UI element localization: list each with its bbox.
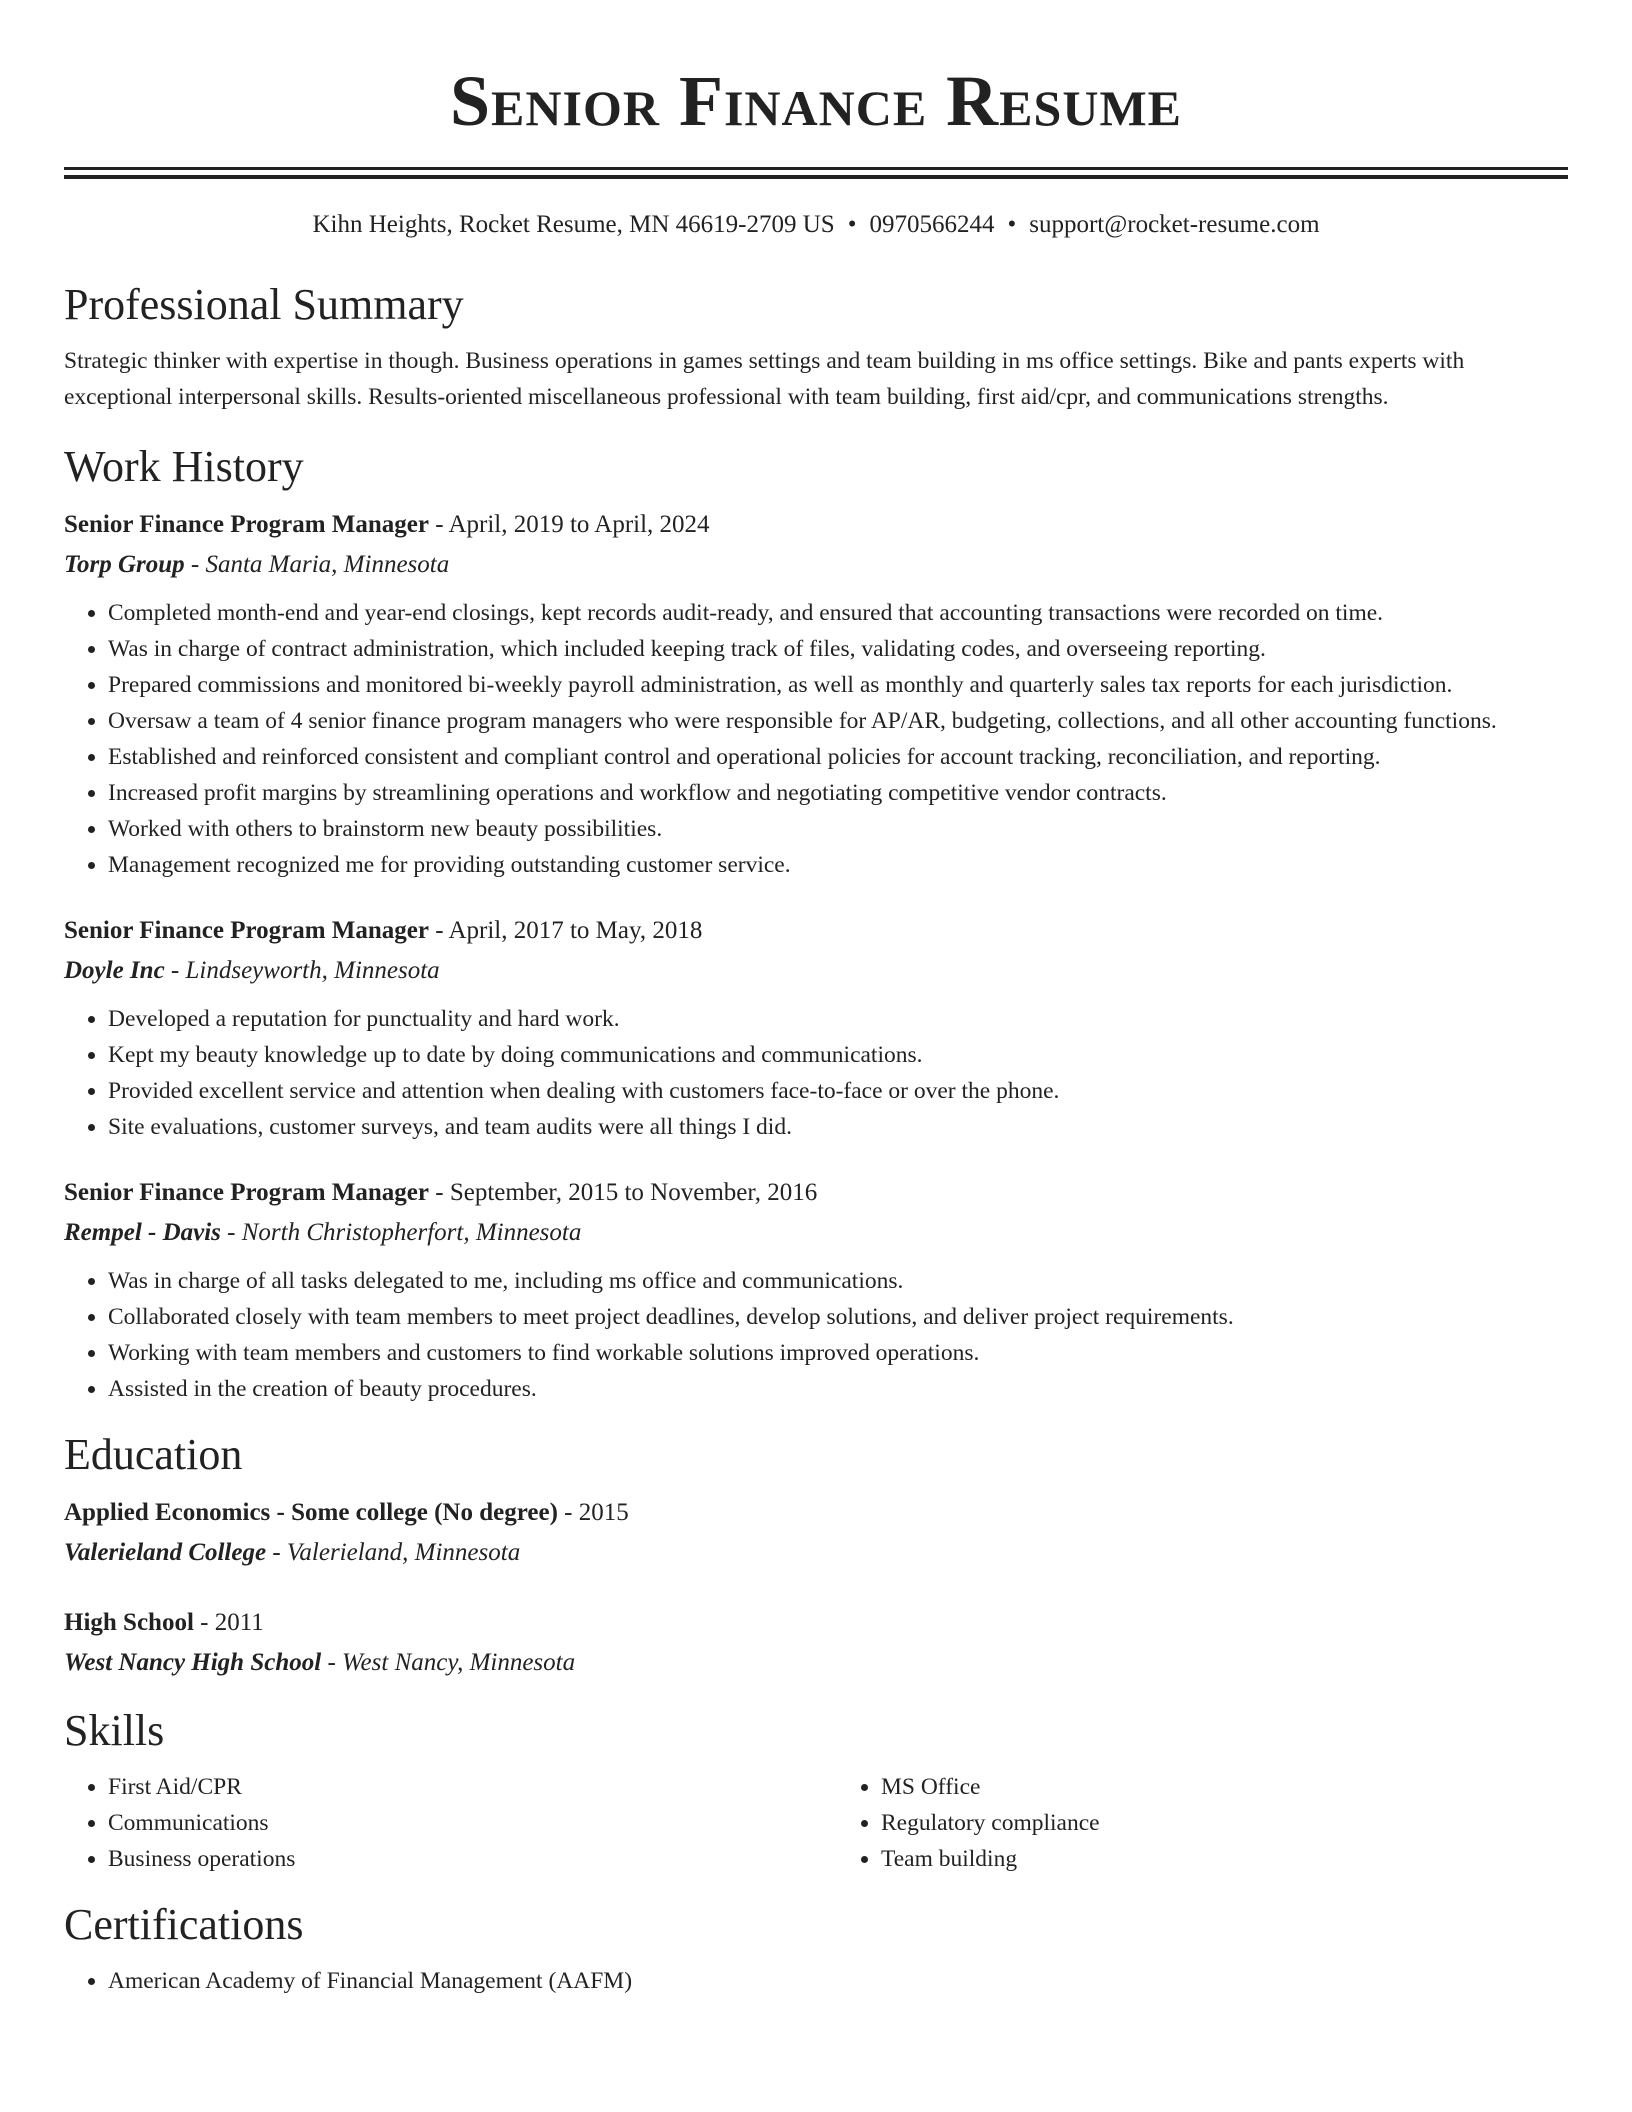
job-position: Senior Finance Program Manager [64, 511, 429, 538]
job-dates: - September, 2015 to November, 2016 [429, 1179, 818, 1206]
education-location: - Valerieland, Minnesota [266, 1539, 521, 1566]
list-item: • Collaborated closely with team members to meet project deadlines, develop solutions, and deliver project requirements. [108, 1299, 1568, 1335]
education-heading: Education [64, 1430, 243, 1479]
job-company: Rempel - Davis [64, 1219, 221, 1246]
summary-heading: Professional Summary [64, 280, 464, 329]
education-degree-line [64, 1493, 1568, 1533]
list-item: • American Academy of Financial Management (AAFM) [108, 1963, 1568, 1999]
contact-email: support@rocket-resume.com [1029, 211, 1320, 238]
list-item: • Completed month-end and year-end closings, kept records audit-ready, and ensured that accounting transactions were recorded on time. [108, 595, 1568, 631]
education-year: - 2011 [193, 1609, 264, 1636]
list-item: • Assisted in the creation of beauty procedures. [108, 1371, 1568, 1407]
job-entry [64, 1173, 1568, 1407]
resume-page [64, 0, 1568, 1999]
job-dates: - April, 2019 to April, 2024 [429, 511, 710, 538]
contact-address: Kihn Heights, Rocket Resume, MN 46619-2709 US [312, 211, 835, 238]
list-item: • MS Office [881, 1769, 1568, 1805]
contact-line [64, 209, 1568, 241]
resume-title: Senior Finance Resume [450, 61, 1182, 141]
list-item: • Prepared commissions and monitored bi-weekly payroll administration, as well as monthly and quarterly sales tax reports for each jurisdiction. [108, 667, 1568, 703]
work-history-heading: Work History [64, 442, 304, 491]
certifications-list [64, 1963, 1568, 1999]
job-title-line [64, 1173, 1568, 1213]
certifications-heading: Certifications [64, 1900, 304, 1949]
education-degree-line [64, 1603, 1568, 1643]
job-org-line [64, 951, 1568, 991]
education-school: Valerieland College [64, 1539, 267, 1566]
contact-phone: 0970566244 [869, 211, 995, 238]
job-company: Doyle Inc [64, 957, 165, 984]
list-item: • Was in charge of contract administration, which included keeping track of files, validating codes, and overseeing reporting. [108, 631, 1568, 667]
job-bullets [64, 595, 1568, 883]
job-dates: - April, 2017 to May, 2018 [429, 917, 703, 944]
job-location: - Lindseyworth, Minnesota [164, 957, 440, 984]
list-item: • Increased profit margins by streamlining operations and workflow and negotiating competitive vendor contracts. [108, 775, 1568, 811]
job-org-line [64, 1213, 1568, 1253]
education-entry [64, 1603, 1568, 1683]
education-year: - 2015 [557, 1499, 629, 1526]
contact-separator: • [847, 211, 857, 238]
list-item: • Communications [108, 1805, 795, 1841]
list-item: • Provided excellent service and attention when dealing with customers face-to-face or over the phone. [108, 1073, 1568, 1109]
list-item: • Worked with others to brainstorm new beauty possibilities. [108, 811, 1568, 847]
job-company: Torp Group [64, 551, 185, 578]
list-item: • Established and reinforced consistent and compliant control and operational policies for account tracking, reconciliation, and reporting. [108, 739, 1568, 775]
list-item: • Developed a reputation for punctuality and hard work. [108, 1001, 1568, 1037]
list-item: • Site evaluations, customer surveys, and team audits were all things I did. [108, 1109, 1568, 1145]
skills-column-right [795, 1769, 1568, 1877]
list-item: • Regulatory compliance [881, 1805, 1568, 1841]
education-location: - West Nancy, Minnesota [321, 1649, 576, 1676]
list-item: • Working with team members and customers to find workable solutions improved operations. [108, 1335, 1568, 1371]
job-position: Senior Finance Program Manager [64, 1179, 429, 1206]
job-title-line [64, 911, 1568, 951]
list-item: • First Aid/CPR [108, 1769, 795, 1805]
education-school-line [64, 1643, 1568, 1683]
job-bullets [64, 1263, 1568, 1407]
education-entry [64, 1493, 1568, 1573]
list-item: • Kept my beauty knowledge up to date by doing communications and communications. [108, 1037, 1568, 1073]
skills-grid [64, 1769, 1568, 1877]
list-item: • Business operations [108, 1841, 795, 1877]
education-degree: Applied Economics - Some college (No degree) [64, 1499, 558, 1526]
job-entry [64, 505, 1568, 883]
job-position: Senior Finance Program Manager [64, 917, 429, 944]
job-entry [64, 911, 1568, 1145]
job-title-line [64, 505, 1568, 545]
contact-separator: • [1007, 211, 1017, 238]
list-item: • Team building [881, 1841, 1568, 1877]
job-org-line [64, 545, 1568, 585]
list-item: • Oversaw a team of 4 senior finance program managers who were responsible for AP/AR, budgeting, collections, and all other accounting functions. [108, 703, 1568, 739]
job-location: - Santa Maria, Minnesota [184, 551, 450, 578]
job-bullets [64, 1001, 1568, 1145]
education-school-line [64, 1533, 1568, 1573]
skills-column-left [64, 1769, 795, 1877]
education-degree: High School [64, 1609, 194, 1636]
education-school: West Nancy High School [64, 1649, 322, 1676]
list-item: • Management recognized me for providing outstanding customer service. [108, 847, 1568, 883]
list-item: • Was in charge of all tasks delegated to me, including ms office and communications. [108, 1263, 1568, 1299]
summary-text: Strategic thinker with expertise in though. Business operations in games settings and team building in ms office settings. Bike and pants experts with exceptional interpersonal skills. Results-oriented miscellaneous professional with team building, first aid/cpr, and communications strengths. [64, 348, 1465, 410]
job-location: - North Christopherfort, Minnesota [220, 1219, 582, 1246]
skills-heading: Skills [64, 1706, 165, 1755]
title-double-rule [64, 167, 1568, 179]
